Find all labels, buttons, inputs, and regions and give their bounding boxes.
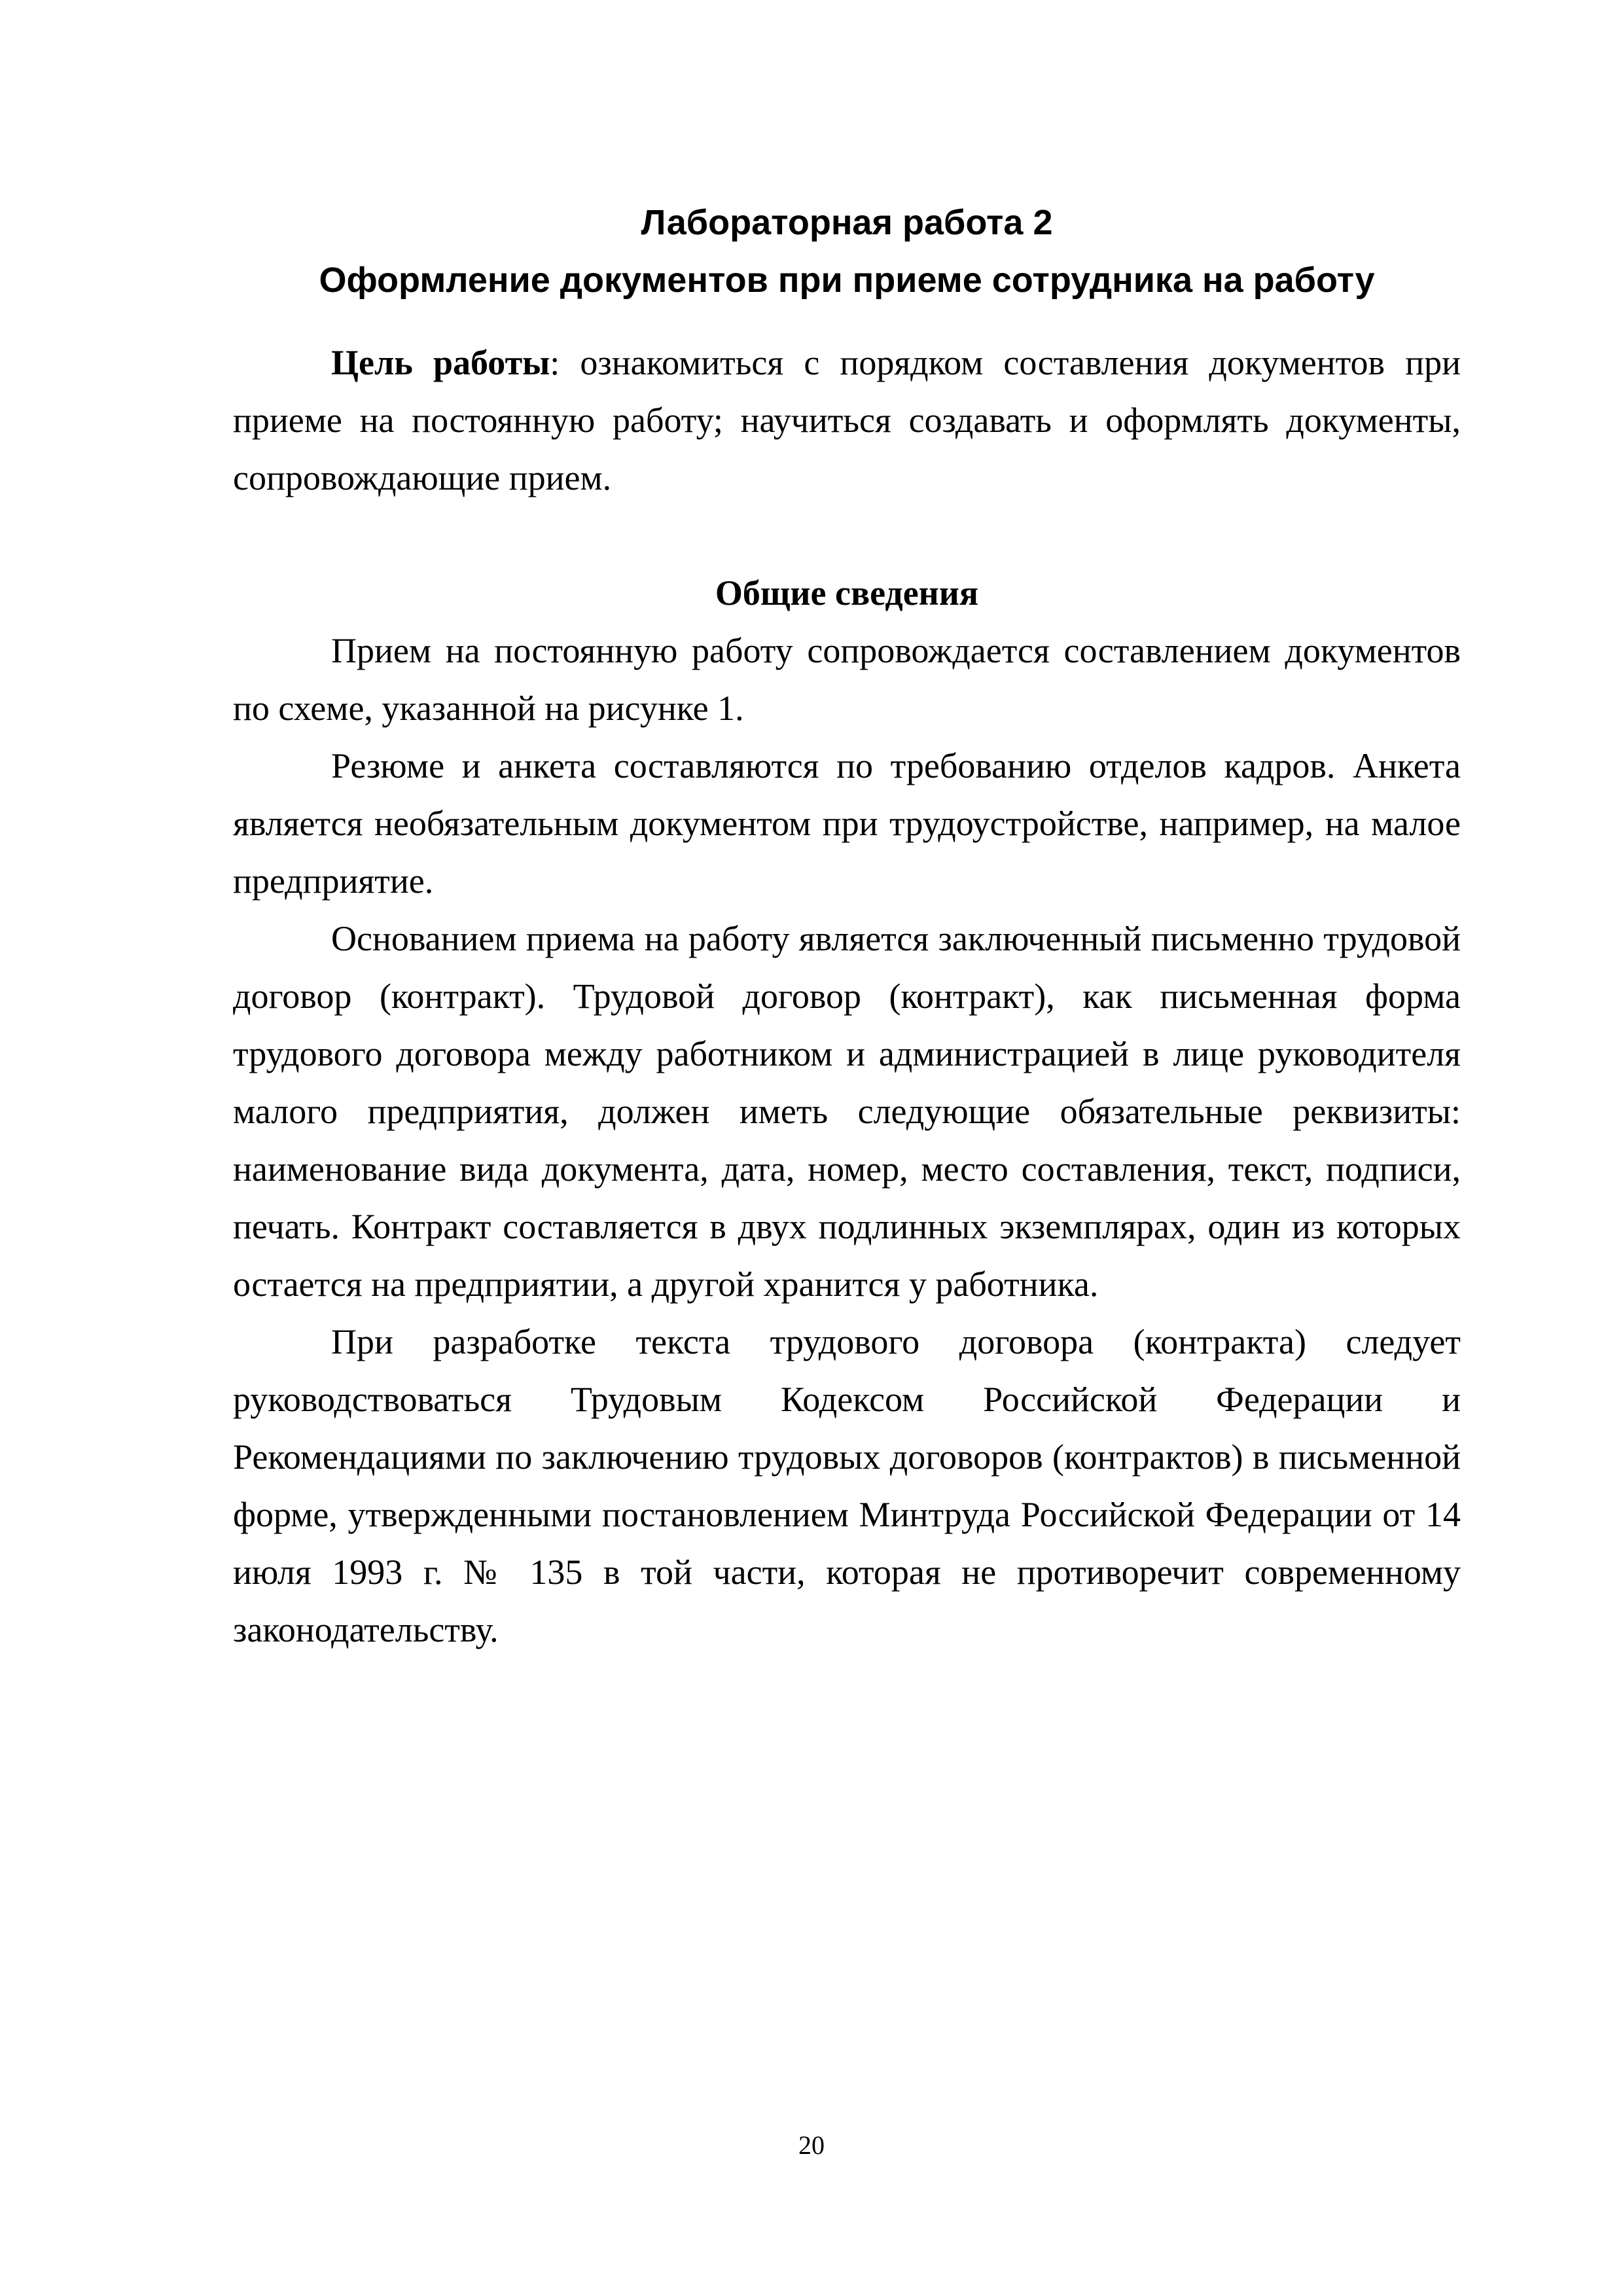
document-body: [233, 334, 1461, 1659]
page-number: 20: [798, 2130, 825, 2160]
document-header: [233, 194, 1461, 309]
body-paragraph: Прием на постоянную работу сопровождается составлением документов по схеме, указанной на рисунке 1.: [233, 631, 1461, 728]
goal-paragraph: [233, 334, 1461, 507]
goal-label: Цель работы: [331, 343, 550, 382]
lab-title: Лабораторная работа 2: [641, 203, 1053, 242]
body-paragraph: При разработке текста трудового договора (контракта) следует руководствоваться Трудовым Кодексом Российской Федерации и Рекомендациями по заключению трудовых договоров (контрактов) в письменной форме, утвержденными постановлением Минтруда Российской Федерации от 14 июля 1993 г. № 135 в той части, которая не противоречит современному законодательству.: [233, 1322, 1461, 1649]
body-paragraph: Основанием приема на работу является заключенный письменно трудовой договор (контракт). Трудовой договор (контракт), как письменная форма трудового договора между работником и администрацией в лице руководителя малого предприятия, должен иметь следующие обязательные реквизиты: наименование вида документа, дата, номер, место составления, текст, подписи, печать. Контракт составляется в двух подлинных экземплярах, один из которых остается на предприятии, а другой хранится у работника.: [233, 919, 1461, 1304]
lab-subtitle: Оформление документов при приеме сотрудника на работу: [319, 260, 1375, 300]
goal-text: : ознакомиться с порядком составления документов при приеме на постоянную работу; научиться создавать и оформлять документы, сопровождающие прием.: [233, 343, 1461, 497]
body-paragraph: Резюме и анкета составляются по требованию отделов кадров. Анкета является необязательным документом при трудоустройстве, например, на малое предприятие.: [233, 746, 1461, 901]
section-heading: Общие сведения: [715, 573, 979, 613]
